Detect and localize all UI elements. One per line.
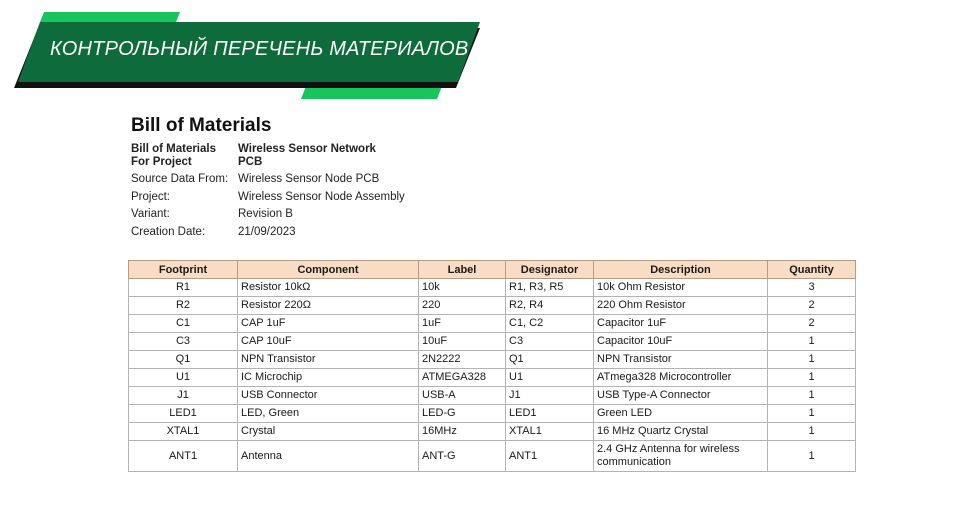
- cell-description: Capacitor 1uF: [594, 315, 768, 333]
- cell-label: ATMEGA328: [419, 369, 506, 387]
- cell-component: Resistor 220Ω: [238, 297, 419, 315]
- cell-designator: U1: [506, 369, 594, 387]
- table-row: [129, 405, 856, 423]
- project-row: [131, 143, 405, 171]
- table-row: [129, 297, 856, 315]
- project-name: Wireless Sensor Network PCB: [238, 143, 376, 168]
- cell-component: NPN Transistor: [238, 351, 419, 369]
- banner-title: КОНТРОЛЬНЫЙ ПЕРЕЧЕНЬ МАТЕРИАЛОВ: [50, 38, 469, 60]
- cell-footprint: R2: [129, 297, 238, 315]
- cell-label: 10uF: [419, 333, 506, 351]
- header-designator: Designator: [506, 261, 594, 279]
- table-header-row: [129, 261, 856, 279]
- cell-label: 10k: [419, 279, 506, 297]
- cell-quantity: 2: [768, 315, 856, 333]
- bom-table: [128, 260, 856, 472]
- meta-row-project: [131, 189, 405, 207]
- cell-label: 2N2222: [419, 351, 506, 369]
- cell-description: USB Type-A Connector: [594, 387, 768, 405]
- table-row: [129, 351, 856, 369]
- table-row: [129, 387, 856, 405]
- cell-component: CAP 1uF: [238, 315, 419, 333]
- cell-description: ATmega328 Microcontroller: [594, 369, 768, 387]
- cell-footprint: ANT1: [129, 441, 238, 472]
- cell-label: ANT-G: [419, 441, 506, 472]
- cell-footprint: C3: [129, 333, 238, 351]
- cell-component: LED, Green: [238, 405, 419, 423]
- cell-designator: C1, C2: [506, 315, 594, 333]
- cell-component: IC Microchip: [238, 369, 419, 387]
- cell-description: 16 MHz Quartz Crystal: [594, 423, 768, 441]
- cell-designator: R2, R4: [506, 297, 594, 315]
- header-label: Label: [419, 261, 506, 279]
- table-row: [129, 279, 856, 297]
- cell-component: Crystal: [238, 423, 419, 441]
- cell-label: 220: [419, 297, 506, 315]
- table-row: [129, 333, 856, 351]
- cell-footprint: Q1: [129, 351, 238, 369]
- cell-designator: ANT1: [506, 441, 594, 472]
- cell-designator: R1, R3, R5: [506, 279, 594, 297]
- cell-description: 2.4 GHz Antenna for wireless communication: [594, 441, 768, 472]
- cell-designator: C3: [506, 333, 594, 351]
- cell-quantity: 1: [768, 405, 856, 423]
- cell-designator: LED1: [506, 405, 594, 423]
- cell-quantity: 2: [768, 297, 856, 315]
- table-row: [129, 315, 856, 333]
- cell-footprint: LED1: [129, 405, 238, 423]
- cell-description: Green LED: [594, 405, 768, 423]
- header-footprint: Footprint: [129, 261, 238, 279]
- cell-quantity: 1: [768, 333, 856, 351]
- cell-footprint: U1: [129, 369, 238, 387]
- meta-value: Wireless Sensor Node PCB: [238, 173, 380, 185]
- header-quantity: Quantity: [768, 261, 856, 279]
- meta-value: 21/09/2023: [238, 225, 296, 238]
- cell-component: CAP 10uF: [238, 333, 419, 351]
- header-description: Description: [594, 261, 768, 279]
- cell-description: 220 Ohm Resistor: [594, 297, 768, 315]
- cell-label: 16MHz: [419, 423, 506, 441]
- meta-row-variant: [131, 206, 405, 224]
- cell-quantity: 1: [768, 387, 856, 405]
- meta-label: Project:: [131, 190, 170, 203]
- cell-designator: XTAL1: [506, 423, 594, 441]
- cell-footprint: C1: [129, 315, 238, 333]
- cell-quantity: 1: [768, 441, 856, 472]
- cell-component: Antenna: [238, 441, 419, 472]
- cell-component: Resistor 10kΩ: [238, 279, 419, 297]
- table-row: [129, 369, 856, 387]
- cell-footprint: XTAL1: [129, 423, 238, 441]
- cell-label: 1uF: [419, 315, 506, 333]
- cell-footprint: R1: [129, 279, 238, 297]
- meta-label: Variant:: [131, 208, 170, 220]
- cell-description: Capacitor 10uF: [594, 333, 768, 351]
- cell-designator: Q1: [506, 351, 594, 369]
- cell-quantity: 3: [768, 279, 856, 297]
- meta-row-date: [131, 224, 405, 242]
- meta-value: Wireless Sensor Node Assembly: [238, 190, 405, 203]
- header-component: Component: [238, 261, 419, 279]
- cell-footprint: J1: [129, 387, 238, 405]
- cell-quantity: 1: [768, 351, 856, 369]
- table-row: [129, 423, 856, 441]
- cell-designator: J1: [506, 387, 594, 405]
- cell-label: LED-G: [419, 405, 506, 423]
- cell-quantity: 1: [768, 423, 856, 441]
- meta-row-source: [131, 171, 405, 189]
- cell-label: USB-A: [419, 387, 506, 405]
- table-row: [129, 441, 856, 472]
- cell-description: NPN Transistor: [594, 351, 768, 369]
- meta-label: Source Data From:: [131, 173, 229, 185]
- banner-accent-top: [40, 12, 180, 22]
- meta-value: Revision B: [238, 208, 293, 220]
- title-banner: [0, 0, 960, 110]
- cell-description: 10k Ohm Resistor: [594, 279, 768, 297]
- cell-quantity: 1: [768, 369, 856, 387]
- meta-label: Creation Date:: [131, 225, 206, 238]
- document-meta: [131, 143, 405, 241]
- project-label: Bill of Materials For Project: [131, 143, 216, 168]
- cell-component: USB Connector: [238, 387, 419, 405]
- document-title: Bill of Materials: [131, 115, 272, 136]
